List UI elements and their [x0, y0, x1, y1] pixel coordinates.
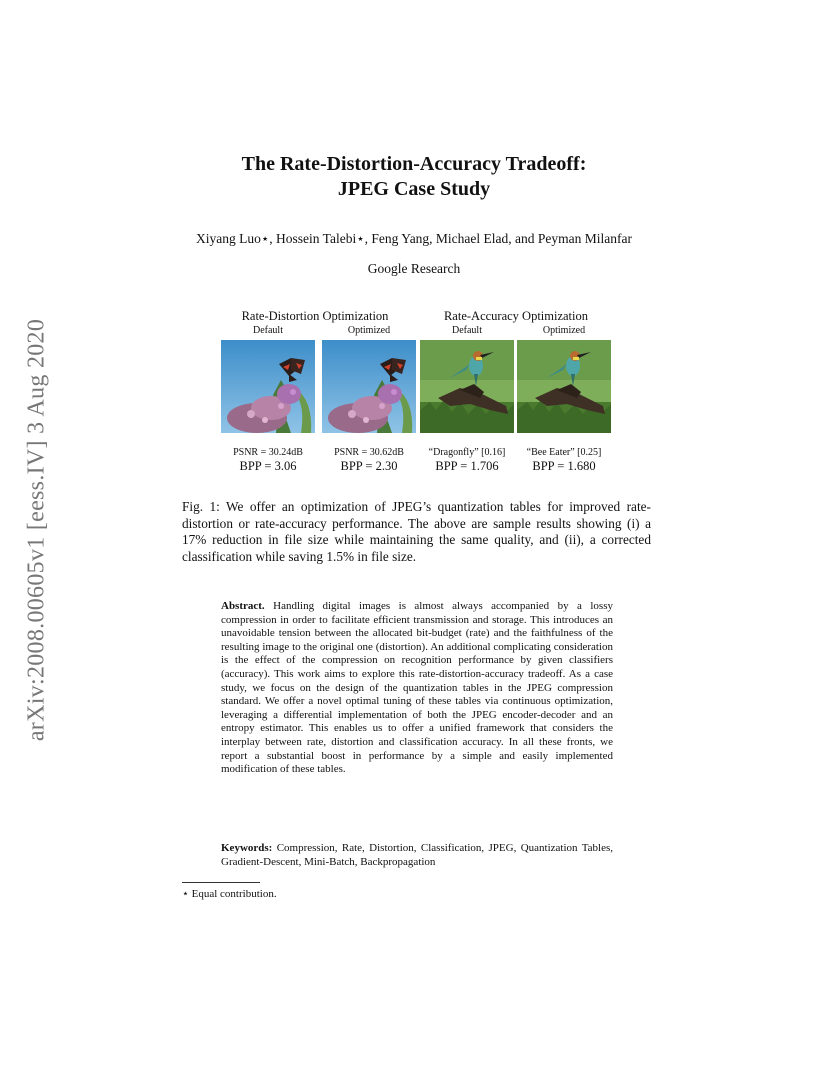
abstract	[221, 600, 613, 777]
affiliation: Google Research	[367, 261, 461, 276]
metric-label: PSNR = 30.24dB	[233, 447, 303, 458]
group-label-rate-distortion: Rate-Distortion Optimization	[241, 309, 389, 323]
metric-label: “Bee Eater” [0.25]	[526, 447, 602, 458]
column-label: Optimized	[542, 325, 586, 336]
title-line-1: The Rate-Distortion-Accuracy Tradeoff:	[241, 153, 587, 175]
column-label: Optimized	[347, 325, 391, 336]
bpp-value: BPP = 1.680	[532, 459, 596, 473]
abstract-text: Handling digital images is almost always accompanied by a lossy compression in order to facilitate efficient transmission and storage. This introduces an unavoidable tension between the allocated bit-budget (rate) and the faithfulness of the resulting image to the original one (distortion). An additional complicating consideration is the effect of the compression on recognition performance by given classifiers (accuracy). This work aims to explore this rate-distortion-accuracy tradeoff. As a case study, we focus on the design of the quantization tables in the JPEG compression standard. We offer a novel optimal tuning of these tables via continuous optimization, leveraging a differential implementation of both the JPEG encoder-decoder and an entropy estimator. This enables us to offer a unified framework that considers the interplay between rate, distortion and classification accuracy. In all these fronts, we report a substantial boost in performance by a simple and easily implemented modification of these tables.	[221, 600, 613, 776]
footnote-divider	[182, 882, 260, 883]
butterfly-image-optimized	[322, 340, 416, 433]
group-label-rate-accuracy: Rate-Accuracy Optimization	[443, 309, 589, 323]
keywords	[221, 842, 613, 869]
title-line-2: JPEG Case Study	[337, 178, 491, 200]
footnote: ⋆ Equal contribution.	[182, 888, 277, 900]
bpp-value: BPP = 2.30	[340, 459, 398, 473]
keywords-label: Keywords:	[221, 842, 273, 854]
column-label: Default	[452, 325, 482, 336]
metric-label: PSNR = 30.62dB	[334, 447, 404, 458]
column-label: Default	[253, 325, 283, 336]
bpp-value: BPP = 3.06	[239, 459, 297, 473]
bird-image-optimized	[517, 340, 611, 433]
metric-label: “Dragonfly” [0.16]	[428, 447, 506, 458]
butterfly-image-default	[221, 340, 315, 433]
keywords-text: Compression, Rate, Distortion, Classification, JPEG, Quantization Tables, Gradient-Descent, Mini-Batch, Backpropagation	[221, 842, 613, 868]
figure-caption: Fig. 1: We offer an optimization of JPEG’s quantization tables for improved rate-distortion or rate-accuracy performance. The above are sample results showing (i) a 17% reduction in file size while maintaining the same quality, and (ii), a corrected classification while saving 1.5% in file size.	[182, 499, 651, 564]
abstract-label: Abstract.	[221, 600, 265, 612]
arxiv-identifier: arXiv:2008.00605v1 [eess.IV] 3 Aug 2020	[23, 318, 50, 742]
bird-image-default	[420, 340, 514, 433]
author-list: Xiyang Luo⋆, Hossein Talebi⋆, Feng Yang, Michael Elad, and Peyman Milanfar	[195, 231, 632, 246]
paper-title	[0, 152, 828, 202]
bpp-value: BPP = 1.706	[435, 459, 499, 473]
